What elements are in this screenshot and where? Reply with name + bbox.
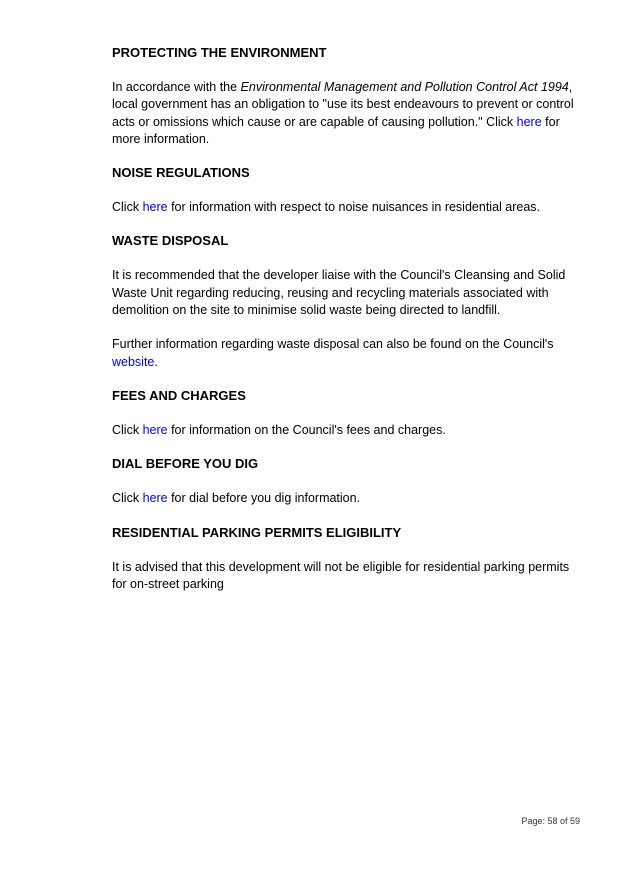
paragraph-text: for dial before you dig information.	[167, 491, 361, 506]
section-paragraph: It is recommended that the developer liaise with the Council's Cleansing and Solid Waste Unit regarding reducing, reusing and recycling materials associated with demolition on the site to minimise solid waste being directed to landfill.	[112, 268, 566, 318]
document-body	[112, 44, 582, 609]
dial-before-dig-link[interactable]: here	[142, 491, 168, 506]
fees-info-link[interactable]: here	[142, 422, 168, 437]
section-heading: RESIDENTIAL PARKING PERMITS ELIGIBILITY	[112, 524, 402, 540]
section-dial-before-dig	[112, 455, 582, 507]
section-paragraph	[112, 336, 582, 371]
section-fees-charges	[112, 387, 582, 439]
section-parking-permits	[112, 524, 582, 594]
paragraph-text: , local government has an obligation to "use its best endeavours to prevent or control acts or omissions which cause or are capable of causing pollution." Click	[112, 80, 574, 129]
paragraph-text: for information on the Council's fees and charges.	[167, 422, 446, 437]
paragraph-text: Click	[112, 422, 143, 437]
paragraph-text: for more information.	[112, 114, 560, 146]
section-paragraph	[112, 490, 582, 507]
council-website-link[interactable]: website	[112, 354, 155, 369]
section-waste-disposal	[112, 232, 582, 370]
act-title: Environmental Management and Pollution Control Act 1994	[240, 80, 569, 94]
paragraph-text: Further information regarding waste disposal can also be found on the Council's	[112, 337, 554, 352]
section-heading: DIAL BEFORE YOU DIG	[112, 456, 259, 472]
section-heading: NOISE REGULATIONS	[112, 165, 250, 181]
section-noise-regulations	[112, 164, 582, 216]
section-protecting-environment	[112, 44, 582, 148]
paragraph-text: .	[154, 354, 158, 369]
section-paragraph	[112, 199, 582, 216]
section-paragraph	[112, 422, 582, 439]
section-paragraph	[112, 79, 582, 148]
page-number: Page: 58 of 59	[521, 816, 580, 826]
section-heading: FEES AND CHARGES	[112, 387, 246, 403]
paragraph-text: for information with respect to noise nuisances in residential areas.	[167, 200, 541, 215]
environment-info-link[interactable]: here	[516, 114, 542, 129]
paragraph-text: In accordance with the	[112, 80, 241, 94]
noise-info-link[interactable]: here	[142, 200, 168, 215]
section-heading: WASTE DISPOSAL	[112, 233, 229, 249]
paragraph-text: Click	[112, 491, 143, 506]
paragraph-text: Click	[112, 200, 143, 215]
section-heading: PROTECTING THE ENVIRONMENT	[112, 45, 327, 60]
section-paragraph: It is advised that this development will not be eligible for residential parking permits for on-street parking	[112, 559, 570, 591]
